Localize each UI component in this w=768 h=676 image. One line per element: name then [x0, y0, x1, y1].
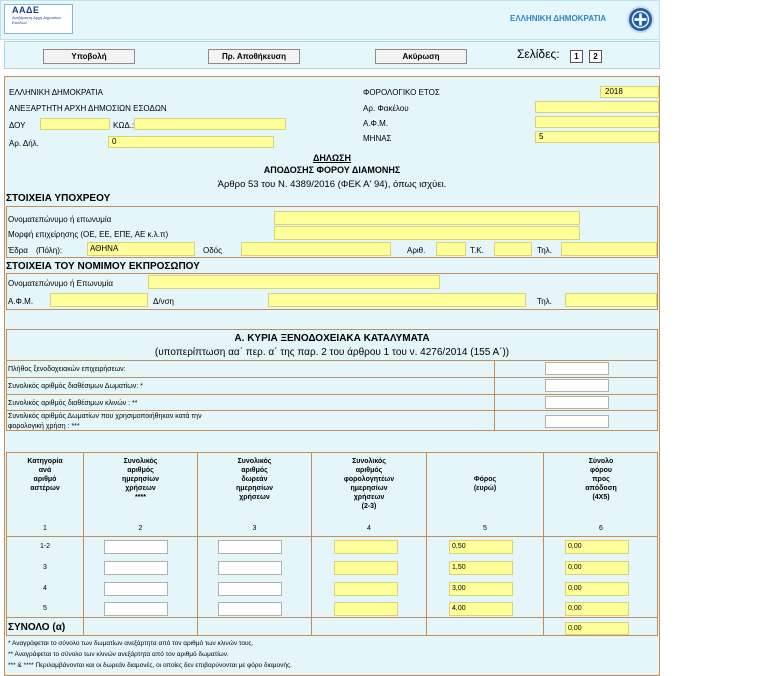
ar-fakelou-input[interactable] [535, 101, 659, 113]
total-row-divider [6, 617, 658, 618]
header-line: προς [592, 476, 610, 483]
header-line: φορολογητέων [343, 476, 395, 483]
obligor-form-input[interactable] [274, 226, 580, 240]
page-2-button[interactable]: 2 [589, 50, 602, 63]
row-category: 3 [43, 564, 47, 571]
street-label: Οδός [203, 246, 222, 255]
taxable-uses-input[interactable] [334, 561, 398, 575]
q-beds-label: Συνολικός αριθμός διαθέσιμων κλινών : ** [8, 400, 138, 407]
representative-section-title: ΣΤΟΙΧΕΙΑ ΤΟΥ ΝΟΜΙΜΟΥ ΕΚΠΡΟΣΩΠΟΥ [6, 261, 200, 272]
sum-field[interactable]: 0,00 [565, 622, 629, 635]
header-line: (4Χ5) [592, 494, 610, 501]
q-rooms-input[interactable] [545, 379, 609, 392]
total-uses-input[interactable] [104, 602, 168, 616]
taxable-uses-input[interactable] [334, 540, 398, 554]
tk-label: Τ.Κ. [470, 246, 484, 255]
section-a-column-divider [494, 360, 495, 431]
total-tax-field[interactable]: 0,00 [565, 582, 629, 596]
col-number-6: 6 [599, 525, 603, 532]
ar-dil-input[interactable]: 0 [108, 136, 274, 148]
footnote-3: *** & **** Περιλαμβάνονται και οι δωρεάν διαμονές, οι οποίες δεν επιβαρύνονται με φόρο διαμονής. [8, 662, 292, 669]
tax-year-input[interactable]: 2018 [600, 86, 659, 98]
aade-logo-text: ΑΑΔΕ [12, 5, 40, 15]
obligor-name-label: Ονοματεπώνυμο ή επωνυμία [8, 215, 112, 224]
ar-dil-label: Αρ. Δήλ. [9, 139, 39, 148]
tax-rate-field[interactable]: 1,50 [449, 561, 513, 575]
header-line: Συνολικός [352, 458, 386, 465]
header-row-divider [6, 536, 658, 537]
month-label: ΜΗΝΑΣ [363, 134, 392, 143]
cancel-button[interactable]: Ακύρωση [375, 49, 467, 64]
q-used-rooms-label-2: φορολογική χρήση : *** [8, 423, 80, 430]
header-line: αριθμός [241, 467, 268, 474]
republic-label: ΕΛΛΗΝΙΚΗ ΔΗΜΟΚΡΑΤΙΑ [9, 88, 103, 97]
col-number-5: 5 [483, 525, 487, 532]
declaration-law: Άρθρο 53 του Ν. 4389/2016 (ΦΕΚ Α' 94), όπως ισχύει. [217, 179, 447, 190]
rep-name-input[interactable] [148, 275, 440, 289]
aade-logo-subtitle: Ανεξάρτητη Αρχή Δημοσίων Εσόδων [12, 15, 62, 25]
kod-label: ΚΩΔ.: [113, 121, 135, 130]
submit-button[interactable]: Υποβολή [43, 49, 135, 64]
free-uses-input[interactable] [218, 582, 282, 596]
col-header-total-uses [84, 457, 197, 502]
total-tax-field[interactable]: 0,00 [565, 540, 629, 554]
total-uses-input[interactable] [104, 582, 168, 596]
row-category: 1-2 [39, 543, 51, 550]
header-line: δωρεάν [241, 476, 268, 483]
tax-rate-field[interactable]: 0,50 [449, 540, 513, 554]
col-number-3: 3 [252, 525, 257, 532]
crest-cross-icon [629, 8, 652, 31]
kod-input[interactable] [134, 118, 286, 130]
footnote-1: * Αναγράφεται το σύνολο των δωματίων ανεξάρτητα από τον αριθμό των κλινών τους. [8, 640, 254, 647]
q-enterprises-input[interactable] [545, 362, 609, 375]
header-line: ημερησίων [350, 485, 388, 492]
hellenic-republic-label: ΕΛΛΗΝΙΚΗ ΔΗΜΟΚΡΑΤΙΑ [510, 14, 607, 23]
col-header-taxable-uses [312, 457, 426, 511]
page-1-button[interactable]: 1 [570, 50, 583, 63]
col-number-2: 2 [138, 525, 143, 532]
header-line: χρήσεων [239, 494, 270, 501]
tax-rate-field[interactable]: 4,00 [449, 602, 513, 616]
total-uses-input[interactable] [104, 561, 168, 575]
col-header-category [7, 457, 83, 493]
header-line: Συνολικός [123, 458, 158, 465]
col-header-total-tax [544, 457, 658, 502]
header-line: ανά [38, 467, 52, 474]
section-a-subtitle: (υποπερίπτωση αα΄ περ. α΄ της παρ. 2 του άρθρου 1 του ν. 4276/2014 (155 Α΄)) [154, 347, 510, 358]
row-category: 4 [43, 585, 47, 592]
q-rooms-label: Συνολικός αριθμός διαθέσιμων Δωματίων: * [8, 383, 143, 390]
city-label: (Πόλη): [36, 246, 63, 255]
row-divider [6, 377, 658, 378]
rep-tel-label: Τηλ. [537, 297, 552, 306]
doy-label: ΔΟΥ [9, 121, 26, 130]
col-header-tax [427, 475, 543, 493]
greek-crest-icon [627, 6, 654, 33]
header-line: (2-3) [361, 503, 377, 510]
col-number-4: 4 [367, 525, 371, 532]
obligor-section-title: ΣΤΟΙΧΕΙΑ ΥΠΟΧΡΕΟΥ [6, 193, 111, 204]
city-input[interactable]: ΑΘΗΝΑ [87, 242, 195, 256]
street-input[interactable] [241, 242, 391, 256]
free-uses-input[interactable] [218, 602, 282, 616]
header-line: ημερησίων [235, 485, 274, 492]
sum-label: ΣΥΝΟΛΟ (α) [8, 622, 66, 633]
header-line: αριθμός [127, 467, 154, 474]
header-line: αριθμό [33, 476, 57, 483]
total-uses-input[interactable] [104, 540, 168, 554]
q-used-rooms-input[interactable] [545, 415, 609, 428]
row-category: 5 [43, 605, 47, 612]
rep-name-label: Ονοματεπώνυμο ή Επωνυμία [8, 279, 113, 288]
number-label: Αριθ. [407, 246, 426, 255]
rep-tel-input[interactable] [565, 293, 657, 307]
header-line: απόδοση [585, 485, 617, 492]
ar-fakelou-label: Αρ. Φακέλου [363, 104, 409, 113]
seat-label: Έδρα [8, 246, 28, 255]
tel-input[interactable] [561, 242, 657, 256]
free-uses-input[interactable] [218, 540, 282, 554]
number-input[interactable] [436, 242, 466, 256]
header-line: ημερησίων [121, 476, 160, 483]
rep-address-input[interactable] [268, 293, 526, 307]
header-line: αριθμός [355, 467, 383, 474]
declaration-subtitle: ΑΠΟΔΟΣΗΣ ΦΟΡΟΥ ΔΙΑΜΟΝΗΣ [263, 165, 401, 175]
footnote-2: ** Αναγράφεται το σύνολο των κλινών ανεξάρτητα από τον αριθμό δωματίων. [8, 651, 229, 658]
col-number-1: 1 [43, 525, 47, 532]
total-tax-field[interactable]: 0,00 [565, 561, 629, 575]
header-line: Συνολικός [237, 458, 272, 465]
obligor-form-label: Μορφή επιχείρησης (ΟΕ, ΕΕ, ΕΠΕ, ΑΕ κ.λ.π) [8, 230, 169, 239]
total-tax-field[interactable]: 0,00 [565, 602, 629, 616]
header-line: Κατηγορία [27, 458, 63, 465]
header-line: Σύνολο [588, 458, 614, 465]
header-line: Φόρος [473, 476, 497, 483]
doy-input[interactable] [40, 118, 110, 130]
month-input[interactable]: 5 [535, 131, 659, 143]
obligor-name-input[interactable] [274, 211, 580, 225]
afm-input[interactable] [535, 116, 659, 128]
rep-afm-input[interactable] [50, 293, 148, 307]
q-beds-input[interactable] [545, 396, 609, 409]
authority-label: ΑΝΕΞΑΡΤΗΤΗ ΑΡΧΗ ΔΗΜΟΣΙΩΝ ΕΣΟΔΩΝ [9, 104, 167, 113]
header-line: χρήσεων [125, 485, 156, 492]
q-enterprises-label: Πλήθος ξενοδοχειακών επιχειρήσεων: [8, 366, 126, 373]
draft-save-button[interactable]: Πρ. Αποθήκευση [208, 49, 300, 64]
free-uses-input[interactable] [218, 561, 282, 575]
header-line: φόρου [590, 467, 612, 474]
pages-label: Σελίδες: [517, 47, 560, 61]
tel-label: Τηλ. [537, 246, 552, 255]
tk-input[interactable] [494, 242, 532, 256]
row-divider [6, 410, 658, 411]
section-a-divider [6, 360, 658, 361]
section-a-title: Α. ΚΥΡΙΑ ΞΕΝΟΔΟΧΕΙΑΚΑ ΚΑΤΑΛΥΜΑΤΑ [234, 333, 430, 344]
rep-address-label: Δ/νση [153, 297, 174, 306]
header-line: χρήσεων [353, 494, 385, 501]
tax-year-label: ΦΟΡΟΛΟΓΙΚΟ ΕΤΟΣ [363, 88, 440, 97]
col-header-free-uses [198, 457, 311, 502]
tax-rate-field[interactable]: 3,00 [449, 582, 513, 596]
q-used-rooms-label: Συνολικός αριθμός Δωματίων που χρησιμοποιήθηκαν κατά την [8, 413, 202, 420]
afm-label: Α.Φ.Μ. [363, 119, 389, 128]
taxable-uses-input[interactable] [334, 602, 398, 616]
declaration-title: ΔΗΛΩΣΗ [312, 153, 352, 163]
header-line: **** [135, 494, 146, 501]
header-line: (ευρώ) [473, 485, 497, 492]
row-divider [6, 394, 658, 395]
header-line: αστέρων [30, 485, 60, 492]
taxable-uses-input[interactable] [334, 582, 398, 596]
rep-afm-label: Α.Φ.Μ. [8, 297, 34, 306]
